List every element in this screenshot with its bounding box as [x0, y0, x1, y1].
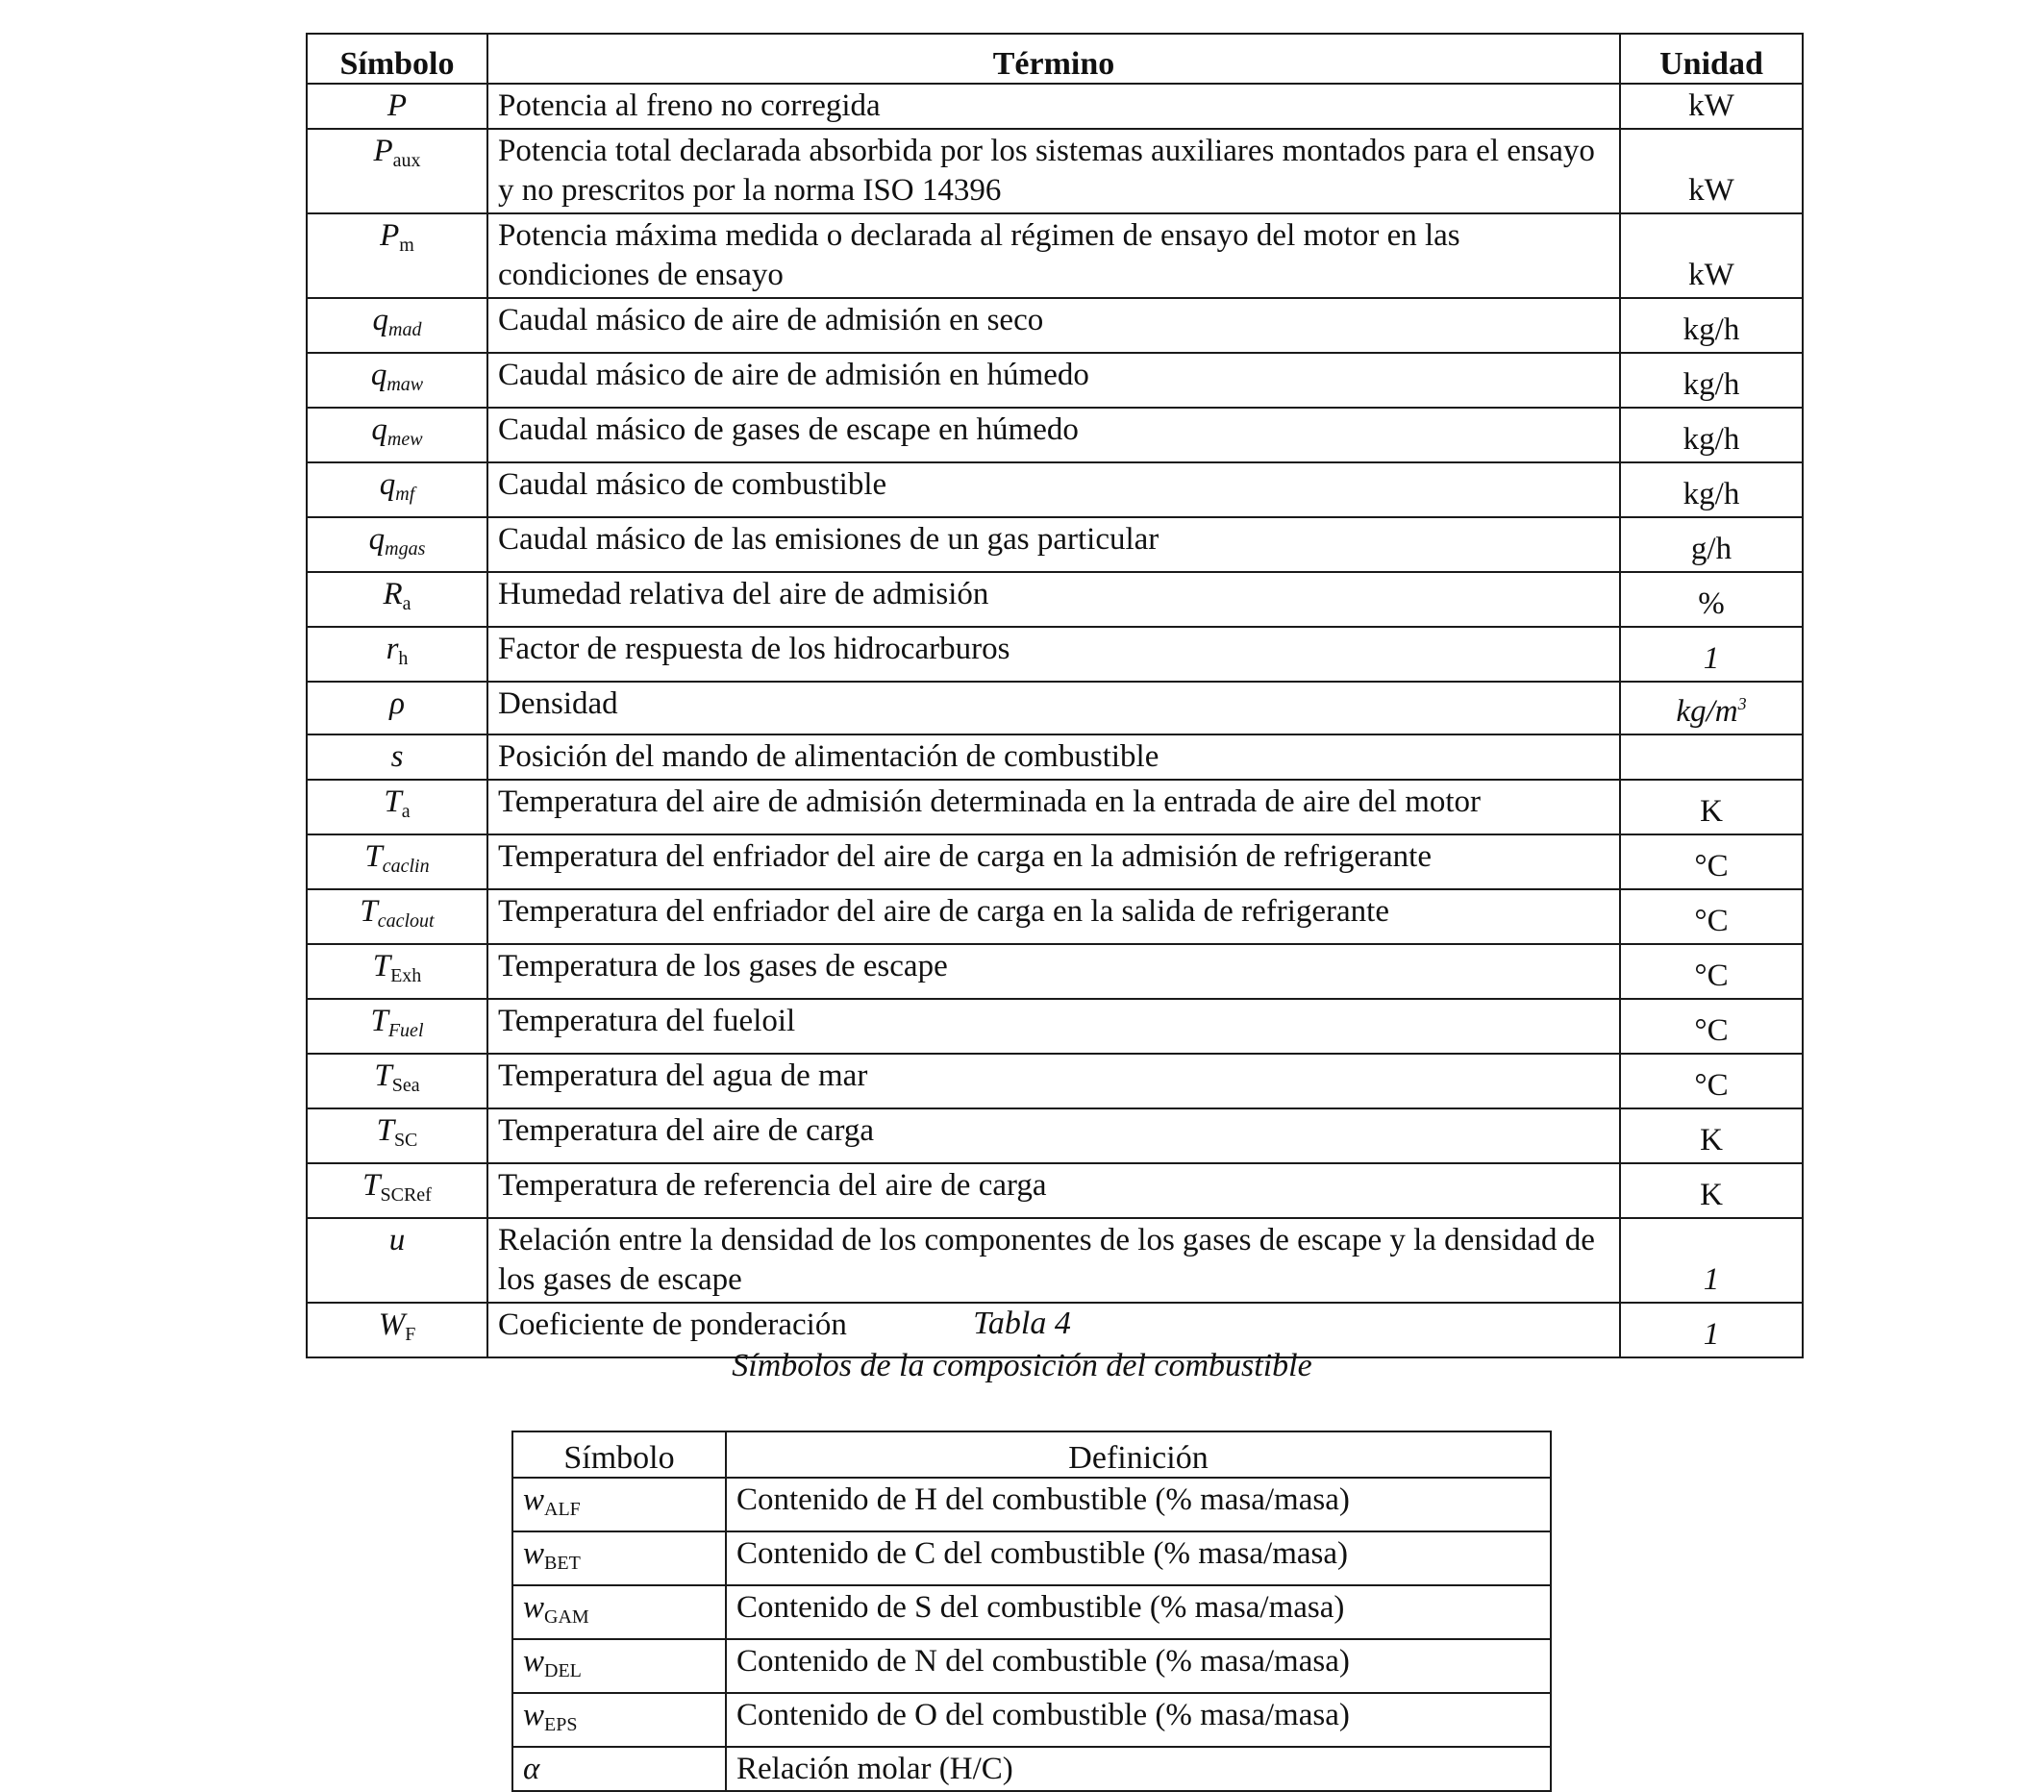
symbol-cell — [307, 1054, 487, 1108]
table-row — [512, 1747, 1551, 1791]
term-cell: Potencia total declarada absorbida por los sistemas auxiliares montados para el ensayo y no prescritos por la norma ISO 14396 — [487, 129, 1620, 213]
symbol-cell — [307, 408, 487, 462]
term-cell: Factor de respuesta de los hidrocarburos — [487, 627, 1620, 682]
symbol-cell — [307, 889, 487, 944]
definition-cell: Relación molar (H/C) — [726, 1747, 1551, 1791]
symbol-cell — [307, 213, 487, 298]
symbols-table-body — [307, 84, 1803, 1357]
table-row — [307, 1218, 1803, 1303]
table-caption-title: Tabla 4 — [973, 1306, 1071, 1341]
symbol-cell — [307, 834, 487, 889]
symbol-letter: T — [374, 1058, 392, 1093]
symbol-subscript: DEL — [544, 1660, 582, 1681]
unit-cell — [1620, 213, 1803, 298]
definition-cell: Contenido de N del combustible (% masa/masa) — [726, 1639, 1551, 1693]
unit-text: K — [1700, 1178, 1723, 1212]
header-definition: Definición — [726, 1431, 1551, 1478]
unit-cell — [1620, 462, 1803, 517]
symbol-letter: w — [523, 1644, 545, 1679]
symbol-letter: ρ — [389, 686, 405, 721]
term-cell: Potencia máxima medida o declarada al régimen de ensayo del motor en las condiciones de ensayo — [487, 213, 1620, 298]
symbol-letter: T — [372, 949, 391, 983]
table-row — [307, 129, 1803, 213]
definition-cell: Contenido de H del combustible (% masa/masa) — [726, 1478, 1551, 1531]
table-row — [307, 572, 1803, 627]
unit-text: g/h — [1690, 532, 1732, 566]
term-cell: Caudal másico de aire de admisión en seco — [487, 298, 1620, 353]
unit-cell — [1620, 298, 1803, 353]
table-row — [307, 682, 1803, 734]
table-row — [307, 84, 1803, 129]
symbol-cell — [307, 84, 487, 129]
unit-cell — [1620, 1054, 1803, 1108]
symbol-letter: T — [384, 784, 402, 819]
symbol-letter: P — [386, 88, 408, 123]
table-row — [512, 1531, 1551, 1585]
symbol-letter: w — [523, 1482, 545, 1517]
symbol-cell — [307, 517, 487, 572]
unit-cell — [1620, 944, 1803, 999]
symbols-table — [306, 33, 1804, 1358]
symbol-letter: P — [380, 218, 400, 253]
symbol-cell — [307, 353, 487, 408]
symbol-subscript: BET — [544, 1553, 581, 1574]
symbol-letter: q — [371, 412, 387, 447]
symbol-cell — [307, 999, 487, 1054]
symbol-cell — [512, 1478, 726, 1531]
table-caption-subtitle: Símbolos de la composición del combustible — [732, 1348, 1312, 1383]
table-row — [307, 780, 1803, 834]
term-cell: Temperatura de los gases de escape — [487, 944, 1620, 999]
symbol-cell — [307, 1108, 487, 1163]
symbol-subscript: mad — [388, 319, 422, 340]
unit-text: 1 — [1703, 1317, 1720, 1352]
table-header-row — [512, 1431, 1551, 1478]
symbol-letter: P — [373, 134, 393, 168]
unit-cell — [1620, 1163, 1803, 1218]
symbol-cell — [512, 1693, 726, 1747]
table-row — [307, 213, 1803, 298]
symbol-subscript: a — [402, 593, 411, 614]
unit-text: °C — [1694, 904, 1729, 938]
table-row — [307, 1163, 1803, 1218]
table-row — [512, 1585, 1551, 1639]
term-cell: Humedad relativa del aire de admisión — [487, 572, 1620, 627]
table-row — [512, 1478, 1551, 1531]
term-cell: Caudal másico de las emisiones de un gas particular — [487, 517, 1620, 572]
symbol-letter: T — [360, 894, 378, 929]
table-row — [307, 298, 1803, 353]
symbol-letter: T — [362, 1168, 381, 1203]
symbol-subscript: SC — [393, 1130, 418, 1151]
table-row — [307, 889, 1803, 944]
table-row — [307, 353, 1803, 408]
symbol-letter: u — [388, 1223, 406, 1257]
term-cell: Temperatura del enfriador del aire de carga en la salida de refrigerante — [487, 889, 1620, 944]
unit-text: K — [1700, 794, 1723, 829]
symbol-letter: W — [378, 1307, 406, 1342]
unit-text: kW — [1688, 258, 1734, 292]
unit-text: °C — [1694, 849, 1729, 884]
table-row — [307, 999, 1803, 1054]
term-cell: Temperatura del enfriador del aire de carga en la admisión de refrigerante — [487, 834, 1620, 889]
symbol-cell — [307, 298, 487, 353]
unit-cell — [1620, 627, 1803, 682]
term-cell: Temperatura de referencia del aire de carga — [487, 1163, 1620, 1218]
symbol-subscript: Sea — [391, 1075, 420, 1096]
term-cell: Temperatura del aire de carga — [487, 1108, 1620, 1163]
symbol-letter: q — [372, 303, 389, 337]
term-cell: Temperatura del agua de mar — [487, 1054, 1620, 1108]
unit-cell — [1620, 517, 1803, 572]
table-row — [307, 408, 1803, 462]
symbol-subscript: caclin — [382, 856, 430, 877]
unit-cell — [1620, 682, 1803, 734]
unit-cell — [1620, 780, 1803, 834]
unit-text: 1 — [1703, 641, 1720, 676]
symbol-cell — [307, 1218, 487, 1303]
symbol-subscript: h — [398, 648, 409, 669]
unit-text: kg/m — [1676, 694, 1738, 729]
symbol-cell — [307, 780, 487, 834]
term-cell: Posición del mando de alimentación de combustible — [487, 734, 1620, 780]
symbol-subscript: aux — [392, 150, 421, 171]
table-row — [307, 1054, 1803, 1108]
symbol-letter: w — [523, 1536, 545, 1571]
symbol-subscript: mew — [386, 429, 423, 450]
symbol-letter: r — [386, 632, 399, 666]
unit-text: kW — [1688, 88, 1734, 123]
symbol-cell — [307, 944, 487, 999]
unit-text: kg/h — [1683, 477, 1740, 511]
table-row — [512, 1639, 1551, 1693]
term-cell: Temperatura del fueloil — [487, 999, 1620, 1054]
symbol-cell — [512, 1747, 726, 1791]
header-symbol: Símbolo — [512, 1431, 726, 1478]
symbol-letter: q — [370, 358, 387, 392]
term-cell: Coeficiente de ponderación — [487, 1303, 1620, 1357]
unit-text: °C — [1694, 958, 1729, 993]
table-header-row — [307, 34, 1803, 84]
symbol-letter: α — [523, 1752, 540, 1786]
term-cell: Densidad — [487, 682, 1620, 734]
table-row — [307, 834, 1803, 889]
header-term: Término — [487, 34, 1620, 84]
table-row — [307, 627, 1803, 682]
table-row — [307, 734, 1803, 780]
unit-text: kg/h — [1683, 422, 1740, 457]
unit-text: °C — [1694, 1068, 1729, 1103]
unit-text: K — [1700, 1123, 1723, 1157]
table-row — [307, 517, 1803, 572]
unit-cell — [1620, 129, 1803, 213]
term-cell: Temperatura del aire de admisión determinada en la entrada de aire del motor — [487, 780, 1620, 834]
unit-text: kg/h — [1683, 312, 1740, 347]
symbol-subscript: mgas — [385, 538, 426, 560]
term-cell: Caudal másico de gases de escape en húmedo — [487, 408, 1620, 462]
symbol-letter: T — [364, 839, 383, 874]
symbol-subscript: Exh — [390, 965, 422, 986]
symbol-subscript: m — [399, 235, 414, 256]
unit-text: % — [1698, 586, 1725, 621]
symbol-cell — [307, 1163, 487, 1218]
symbol-subscript: EPS — [544, 1714, 578, 1735]
symbol-cell — [307, 682, 487, 734]
definition-cell: Contenido de S del combustible (% masa/masa) — [726, 1585, 1551, 1639]
symbol-cell — [512, 1639, 726, 1693]
symbol-letter: q — [379, 467, 396, 502]
unit-cell — [1620, 84, 1803, 129]
header-unit: Unidad — [1620, 34, 1803, 84]
fuel-composition-table-body — [512, 1478, 1551, 1791]
unit-text: kg/h — [1683, 367, 1740, 402]
symbol-letter: T — [370, 1004, 388, 1038]
unit-cell — [1620, 734, 1803, 780]
symbol-letter: R — [383, 577, 403, 611]
symbol-letter: q — [368, 522, 386, 557]
term-cell: Relación entre la densidad de los componentes de los gases de escape y la densidad de los gases de escape — [487, 1218, 1620, 1303]
definition-cell: Contenido de O del combustible (% masa/masa) — [726, 1693, 1551, 1747]
unit-cell — [1620, 834, 1803, 889]
term-cell: Caudal másico de combustible — [487, 462, 1620, 517]
header-symbol: Símbolo — [307, 34, 487, 84]
symbol-subscript: GAM — [544, 1606, 589, 1628]
symbol-subscript: mf — [395, 484, 415, 505]
unit-superscript: 3 — [1737, 694, 1747, 713]
symbol-subscript: SCRef — [380, 1184, 432, 1206]
unit-cell — [1620, 1218, 1803, 1303]
symbol-letter: T — [376, 1113, 394, 1148]
definition-cell: Contenido de C del combustible (% masa/masa) — [726, 1531, 1551, 1585]
symbol-subscript: maw — [386, 374, 424, 395]
symbol-letter: w — [523, 1698, 545, 1732]
table-row — [307, 1108, 1803, 1163]
table-row — [512, 1693, 1551, 1747]
symbol-cell — [307, 129, 487, 213]
symbol-letter: w — [523, 1590, 545, 1625]
unit-cell — [1620, 572, 1803, 627]
symbol-cell — [307, 627, 487, 682]
symbol-letter: s — [390, 739, 404, 774]
symbol-subscript: ALF — [544, 1499, 581, 1520]
table-row — [307, 462, 1803, 517]
symbol-subscript: caclout — [377, 910, 435, 932]
unit-text: 1 — [1703, 1262, 1720, 1297]
symbol-cell — [307, 734, 487, 780]
symbol-cell — [307, 462, 487, 517]
unit-text: °C — [1694, 1013, 1729, 1048]
term-cell: Caudal másico de aire de admisión en húmedo — [487, 353, 1620, 408]
term-cell: Potencia al freno no corregida — [487, 84, 1620, 129]
symbol-subscript: F — [405, 1324, 416, 1345]
symbol-subscript: Fuel — [387, 1020, 424, 1041]
unit-cell — [1620, 1108, 1803, 1163]
unit-cell — [1620, 889, 1803, 944]
symbol-cell — [512, 1585, 726, 1639]
fuel-composition-table — [511, 1431, 1552, 1792]
symbol-cell — [512, 1531, 726, 1585]
unit-cell — [1620, 999, 1803, 1054]
table-row — [307, 944, 1803, 999]
unit-cell — [1620, 408, 1803, 462]
symbol-cell — [307, 572, 487, 627]
unit-cell — [1620, 353, 1803, 408]
unit-text: kW — [1688, 173, 1734, 208]
symbol-subscript: a — [401, 801, 411, 822]
